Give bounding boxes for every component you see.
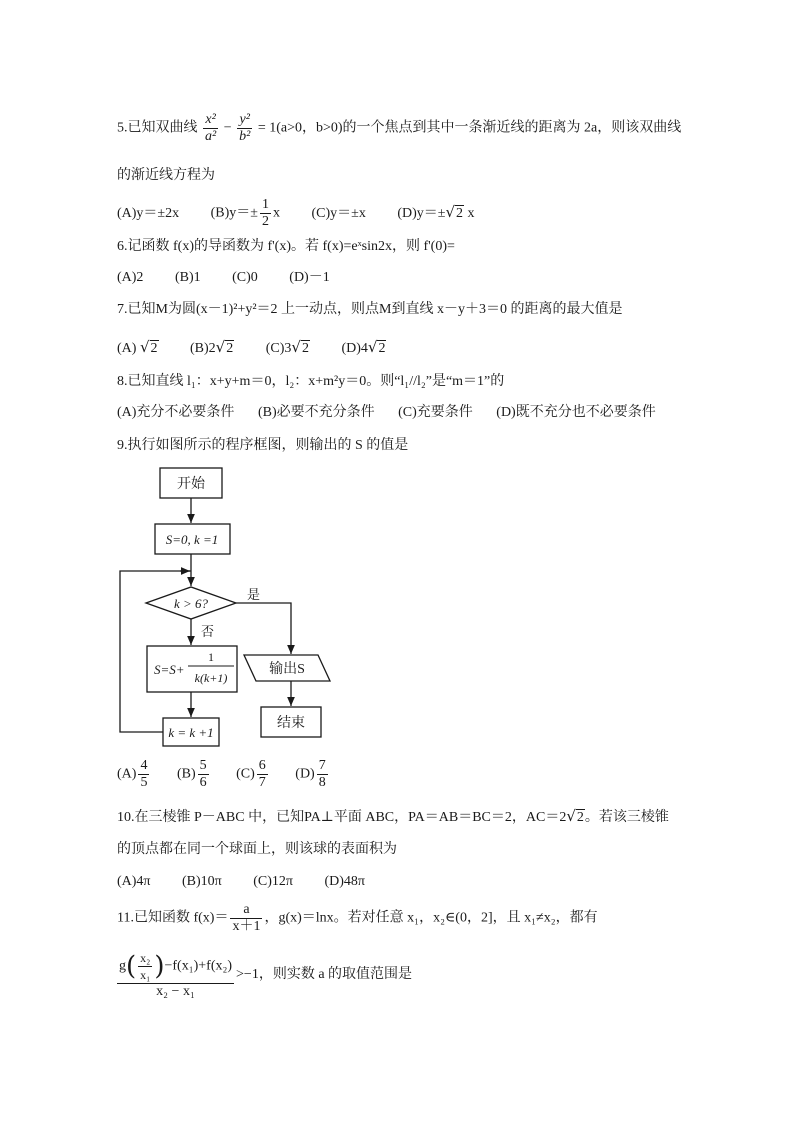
q9-option-c: [236, 758, 270, 791]
q6-option-d: (D)－1: [289, 270, 330, 285]
q8-text: 8.已知直线 l₁：x+y+m＝0，l₂：x+m²y＝0。则“l₁//l₂”是“m＝1”的: [117, 374, 505, 389]
q8-option-b: (B)必要不充分条件: [257, 405, 375, 420]
q10-line1: [117, 806, 669, 828]
q7-options: [117, 337, 414, 359]
q7-text: 7.已知M为圆(x－1)²+y²＝2 上一动点，则点M到直线 x－y＋3＝0 的距离的最大值是: [117, 302, 623, 317]
q8-options: [117, 403, 684, 423]
q9-option-c-label: (C): [236, 766, 255, 782]
q5-option-d-pre: (D)y＝±: [397, 205, 446, 221]
q8-option-a: (A)充分不必要条件: [117, 405, 235, 420]
q5-option-b-pre: (B)y＝±: [210, 205, 258, 221]
flow-no-label: 否: [201, 624, 215, 639]
q11-f-den: x＋1: [232, 919, 261, 934]
q9-option-d-label: (D): [295, 766, 315, 782]
q5-frac-y-num: y²: [237, 112, 252, 129]
q9-option-b-num: 5: [199, 758, 207, 773]
flow-cond-label: k > 6?: [173, 596, 209, 611]
q5-frac-x-num: x²: [203, 112, 218, 129]
q5-option-d-rad: 2: [456, 205, 464, 221]
q11-pre: 11.已知函数 f(x)＝: [117, 910, 229, 926]
q9-option-c-den: 7: [258, 775, 266, 790]
q5-frac-x: [203, 112, 218, 145]
q9-option-b-label: (B): [176, 766, 196, 782]
q5-option-c: (C)y＝±x: [311, 205, 366, 221]
q7-option-c: [266, 337, 310, 359]
q5-minus: −: [223, 120, 232, 136]
q10-option-a: (A)4π: [117, 874, 151, 889]
q11-ineq-inner-den: x₁: [140, 968, 151, 982]
q5-option-a: (A)y＝±2x: [117, 205, 180, 221]
q9-option-a-frac: [138, 758, 149, 791]
q5-option-d: [397, 202, 474, 224]
flow-init-label: S=0, k =1: [165, 532, 219, 547]
q5-frac-y-den: b²: [239, 129, 251, 144]
q11-f-num: a: [230, 902, 262, 919]
q10-text-pre: 10.在三棱锥 P－ABC 中，已知PA⊥平面 ABC，PA＝AB＝BC＝2，AC＝2: [117, 810, 567, 825]
q7-option-b-pre: (B)2: [190, 341, 216, 356]
flow-output-label: 输出S: [269, 662, 305, 677]
q9-options: [117, 758, 358, 791]
q9-option-a-den: 5: [140, 775, 148, 790]
q8-option-c: (C)充要条件: [398, 405, 473, 420]
q5-option-d-post: x: [464, 205, 475, 221]
q5-frac-x-den: a²: [205, 129, 217, 144]
q9-option-d-den: 8: [318, 775, 326, 790]
q11-tail: >−1，则实数 a 的取值范围是: [236, 967, 413, 983]
q7-rad: 2: [150, 341, 158, 356]
q7-option-a: [117, 337, 159, 359]
q5-options: [117, 197, 503, 230]
q5-option-b: [211, 197, 280, 230]
q7-option-d: [341, 337, 386, 359]
q9-text: 9.执行如图所示的程序框图，则输出的 S 的值是: [117, 438, 409, 453]
q11-ineq-den: x₂ − x₁: [156, 984, 195, 999]
sqrt-symbol: √2: [367, 338, 386, 356]
q6-option-a: (A)2: [117, 270, 144, 285]
q10-option-d: (D)48π: [324, 874, 365, 889]
q7-option-b: [190, 337, 234, 359]
q5-option-b-den: 2: [261, 214, 269, 229]
flow-inc-label: k = k +1: [168, 725, 214, 740]
q9-option-b: [177, 758, 211, 791]
q9-option-a-label: (A): [117, 766, 137, 782]
q11-post: ，g(x)＝lnx。若对任意 x₁，x₂∈(0，2]，且 x₁≠x₂，都有: [264, 910, 598, 926]
q7-option-c-pre: (C)3: [265, 341, 292, 356]
q9-option-d: [295, 758, 329, 791]
q7-rad: 2: [226, 341, 234, 356]
q5-prefix: 5.已知双曲线: [117, 120, 198, 136]
sqrt-symbol: √2: [566, 807, 584, 825]
q10-text-post: 。若该三棱锥: [584, 810, 669, 825]
flowchart: [110, 460, 370, 750]
flow-update-pre: S=S+: [154, 662, 185, 677]
flow-yes-label: 是: [247, 587, 261, 602]
flow-start-label: 开始: [177, 477, 205, 492]
q11-f-frac: [230, 902, 262, 935]
q9-option-b-den: 6: [199, 775, 207, 790]
q7-option-a-pre: (A): [117, 341, 140, 356]
q10-option-b: (B)10π: [182, 874, 222, 889]
q9-option-c-frac: [257, 758, 268, 791]
q7-option-d-pre: (D)4: [341, 341, 368, 356]
q5-line1: [117, 112, 681, 145]
q6-options: [117, 268, 358, 288]
q9-option-a: [117, 758, 151, 791]
q6-option-b: (B)1: [174, 270, 201, 285]
flow-end-label: 结束: [277, 716, 305, 731]
q5-line2: 的渐近线方程为: [117, 168, 215, 183]
q6-text: 6.记函数 f(x)的导函数为 f'(x)。若 f(x)=eˣsin2x，则 f'(0)=: [117, 239, 455, 254]
q9-option-d-frac: [317, 758, 328, 791]
q7-rad: 2: [378, 341, 386, 356]
q10-option-c: (C)12π: [253, 874, 293, 889]
q5-frac-y: [237, 112, 252, 145]
q10-line2: 的顶点都在同一个球面上，则该球的表面积为: [117, 842, 397, 857]
sqrt-symbol: √2: [139, 338, 158, 356]
flow-update-num: 1: [208, 650, 214, 664]
q9-option-b-frac: [198, 758, 209, 791]
q5-suffix: = 1(a>0，b>0)的一个焦点到其中一条渐近线的距离为 2a，则该双曲线: [257, 120, 682, 136]
flow-update-den: k(k+1): [194, 671, 228, 685]
q5-option-b-post: x: [272, 205, 280, 221]
q9-option-c-num: 6: [258, 758, 266, 773]
q9-option-d-num: 7: [318, 758, 326, 773]
q11-ineq-g: g: [119, 958, 126, 974]
q10-rad: 2: [576, 810, 584, 825]
q11-ineq-num-rest: −f(x₁)+f(x₂): [164, 958, 233, 974]
q6-option-c: (C)0: [232, 270, 258, 285]
q11-ineq-inner-frac: [138, 950, 152, 983]
q11-ineq-inner-num: x₂: [140, 951, 151, 965]
q7-rad: 2: [301, 341, 309, 356]
q5-option-b-num: 1: [261, 197, 269, 212]
q11-line1: [117, 902, 598, 935]
sqrt-symbol: √2: [291, 338, 309, 356]
sqrt-symbol: √2: [215, 338, 234, 356]
q11-ineq-frac: [117, 950, 234, 1000]
q11-inequality: [117, 950, 412, 1000]
q10-options: [117, 872, 393, 892]
sqrt-symbol: √2: [445, 202, 464, 221]
q11-ineq-numerator: g( $\frac{\text{x₂}}{\text{x₁}}$ )−f(x₁)+f(x₂): [119, 951, 233, 982]
q8-option-d: (D)既不充分也不必要条件: [496, 405, 656, 420]
q9-option-a-num: 4: [140, 758, 148, 773]
q5-option-b-frac: [260, 197, 271, 230]
